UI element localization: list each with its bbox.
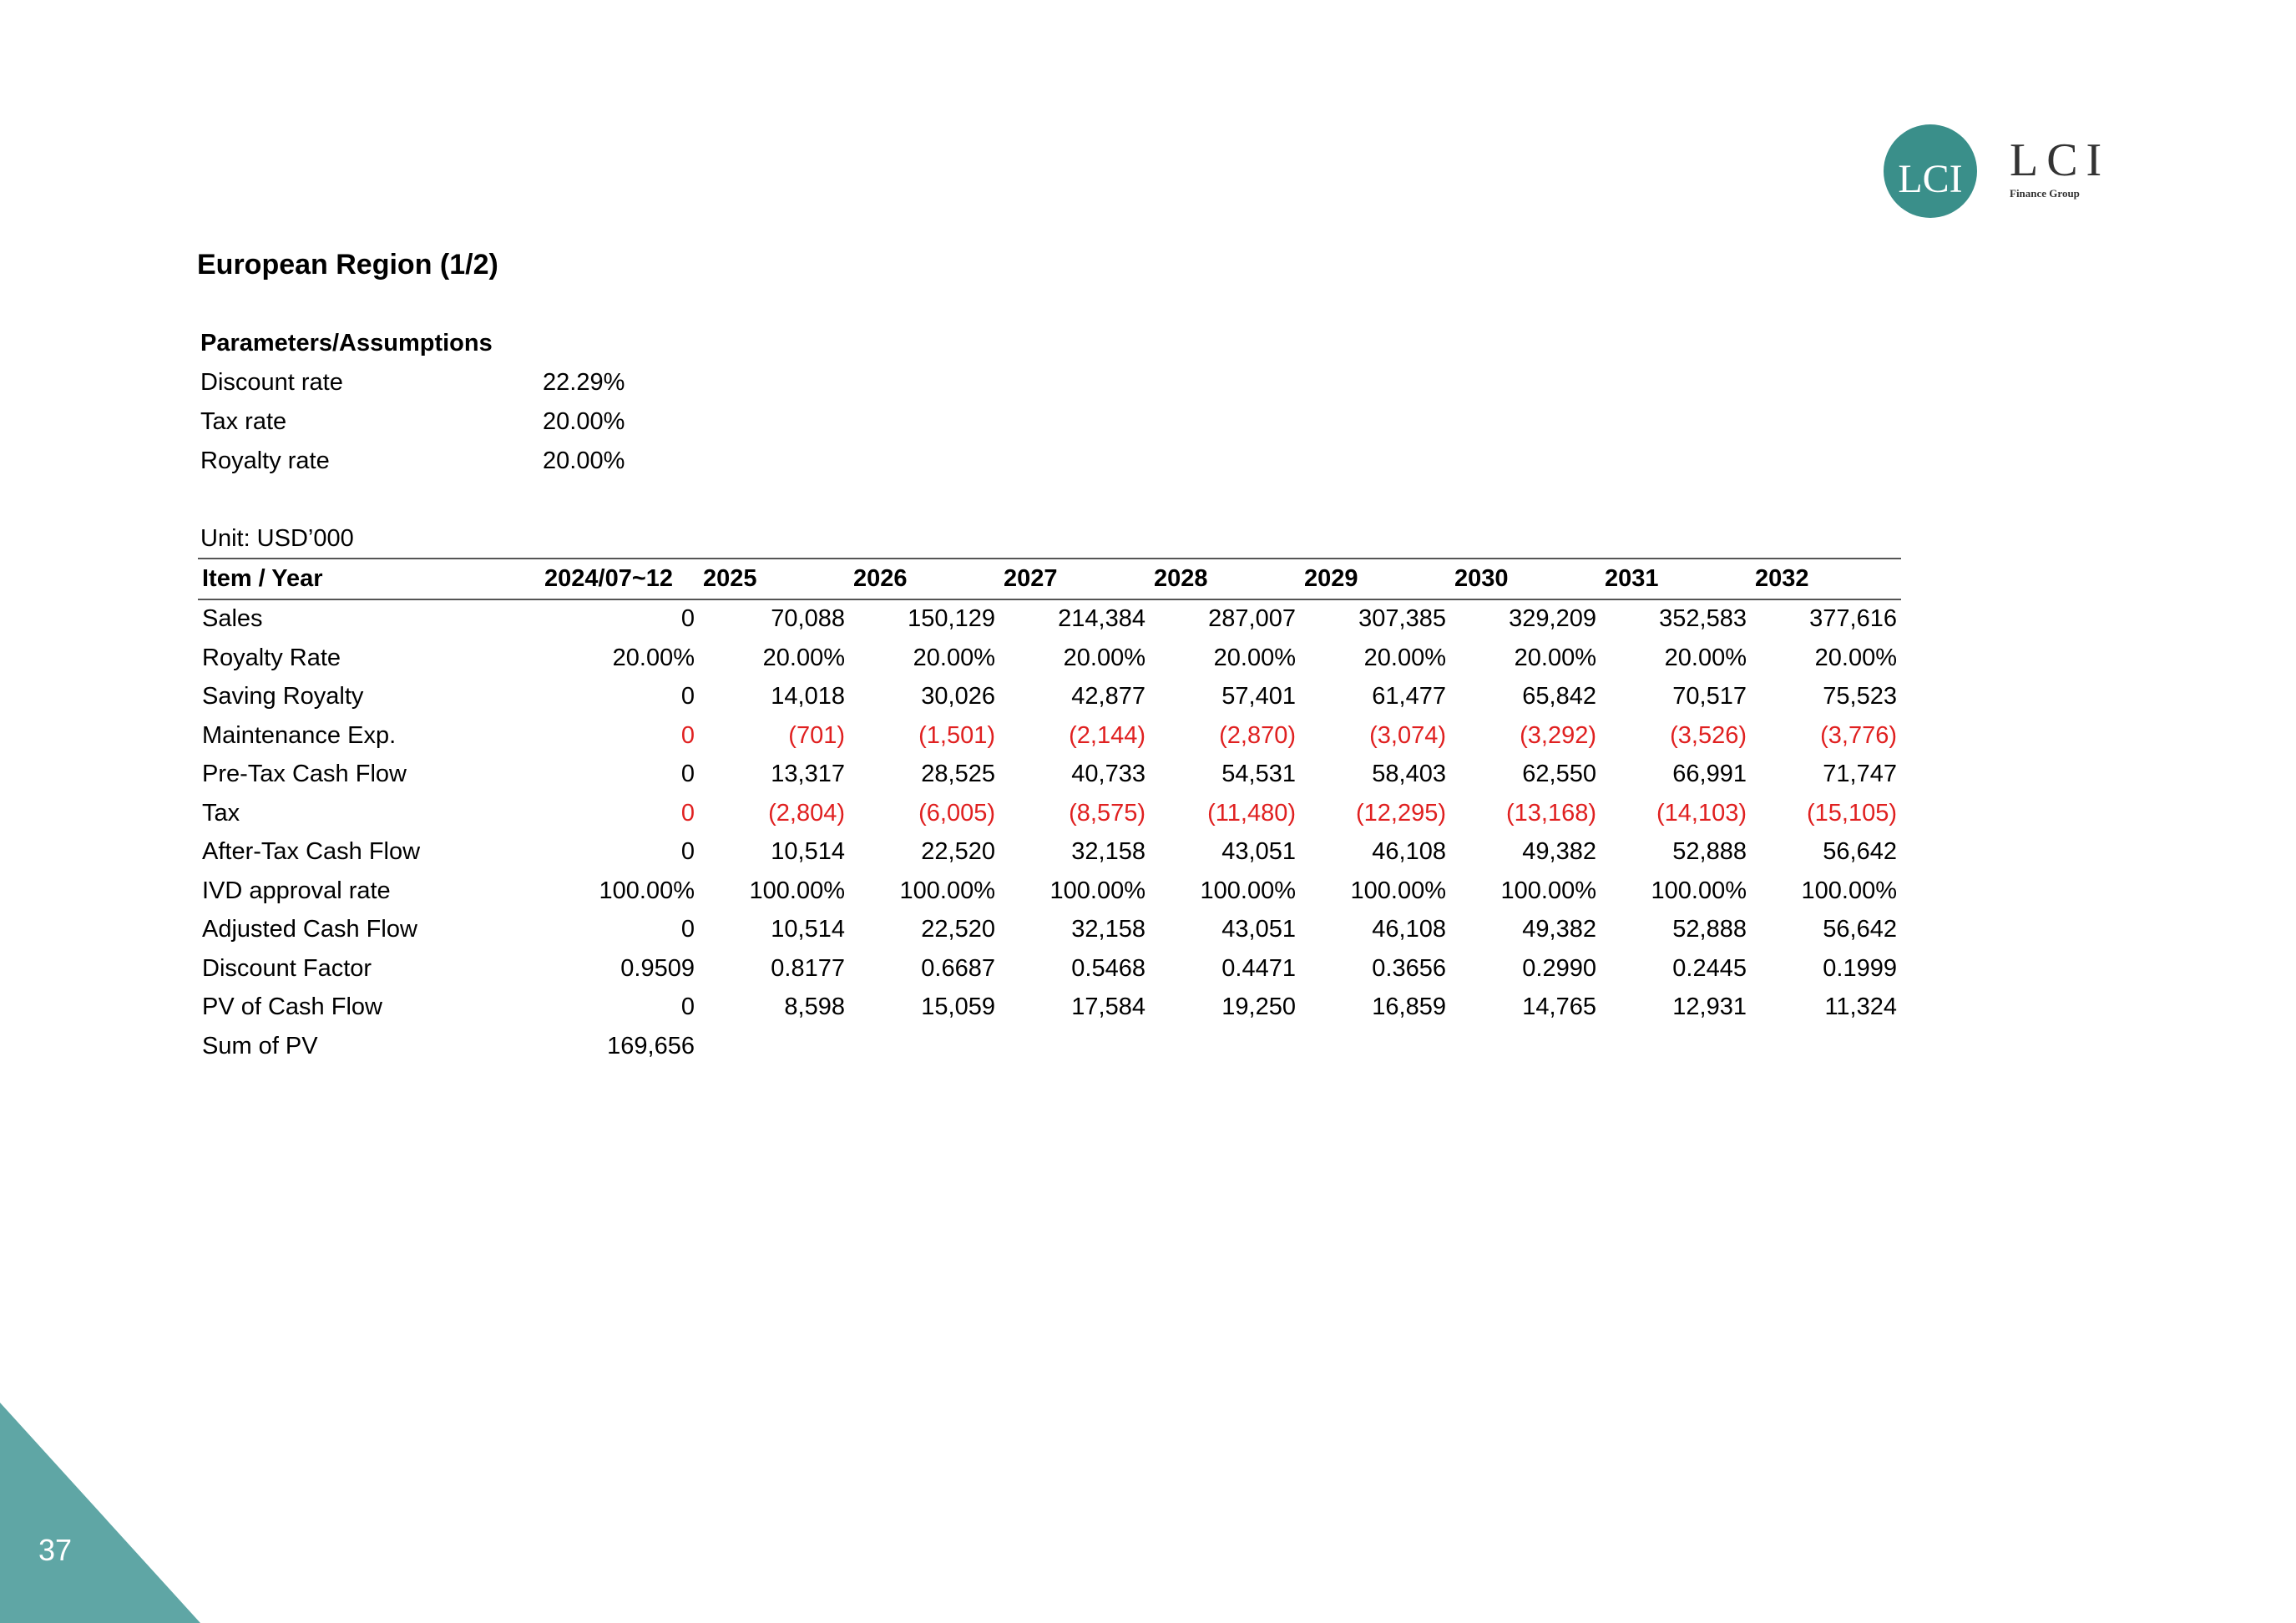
table-cell: 20.00% (1514, 644, 1596, 671)
table-cell: 20.00% (913, 644, 995, 671)
table-cell: 75,523 (1823, 683, 1897, 710)
table-header-row (198, 559, 1901, 599)
table-cell: 56,642 (1823, 916, 1897, 943)
table-cell: (6,005) (918, 799, 995, 827)
table-cell: 52,888 (1672, 916, 1747, 943)
table-cell: 66,991 (1672, 761, 1747, 788)
row-label: Sales (202, 605, 263, 633)
table-cell: 14,765 (1522, 994, 1596, 1021)
table-row (198, 678, 1901, 717)
table-cell: (2,804) (768, 799, 845, 827)
table-cell: 20.00% (1213, 644, 1296, 671)
table-cell: 100.00% (1651, 877, 1747, 904)
parameter-label: Discount rate (200, 369, 343, 396)
table-cell (999, 1027, 1150, 1066)
table-cell: 32,158 (1071, 838, 1145, 866)
row-label: After-Tax Cash Flow (202, 838, 421, 866)
table-row (198, 1027, 1901, 1066)
table-cell: 20.00% (1363, 644, 1446, 671)
table-cell: 352,583 (1659, 605, 1747, 633)
table-cell: 43,051 (1221, 916, 1296, 943)
table-cell: 56,642 (1823, 838, 1897, 866)
table-cell: 40,733 (1071, 761, 1145, 788)
table-cell: 70,517 (1672, 683, 1747, 710)
parameter-row (200, 363, 625, 402)
table-cell: 0.3656 (1372, 954, 1446, 982)
table-cell: (3,776) (1820, 721, 1897, 749)
page-title: European Region (1/2) (197, 249, 498, 281)
table-cell: 0 (680, 994, 695, 1021)
table-cell: 49,382 (1522, 916, 1596, 943)
parameter-row (200, 402, 625, 442)
header-year: 2031 (1601, 559, 1751, 599)
parameter-value: 22.29% (543, 369, 625, 396)
table-cell: 22,520 (921, 838, 995, 866)
table-cell: 100.00% (1200, 877, 1296, 904)
table-cell: (2,144) (1069, 721, 1145, 749)
table-row (198, 872, 1901, 911)
header-year: 2030 (1450, 559, 1601, 599)
table-cell: 0.2445 (1672, 954, 1747, 982)
table-cell: 22,520 (921, 916, 995, 943)
table-cell: 49,382 (1522, 838, 1596, 866)
table-cell: 14,018 (771, 683, 845, 710)
table-cell: 61,477 (1372, 683, 1446, 710)
table-cell: 62,550 (1522, 761, 1596, 788)
logo-name: LCI (2010, 134, 2111, 186)
row-label: Maintenance Exp. (202, 721, 397, 749)
table-cell: (2,870) (1219, 721, 1296, 749)
table-cell: (15,105) (1806, 799, 1897, 827)
table-cell: 19,250 (1221, 994, 1296, 1021)
table-cell: 0 (680, 721, 695, 749)
header-year: 2028 (1150, 559, 1300, 599)
cash-flow-table (198, 558, 1901, 1066)
table-cell: 8,598 (784, 994, 845, 1021)
table-cell: 100.00% (899, 877, 995, 904)
table-cell (699, 1027, 849, 1066)
table-row (198, 599, 1901, 640)
table-cell: 0 (680, 916, 695, 943)
table-cell: 0.1999 (1823, 954, 1897, 982)
table-cell (1751, 1027, 1901, 1066)
parameter-value: 20.00% (543, 447, 625, 474)
table-cell: 10,514 (771, 838, 845, 866)
row-label: IVD approval rate (202, 877, 391, 904)
table-cell: 100.00% (749, 877, 845, 904)
table-cell (1601, 1027, 1751, 1066)
parameter-row (200, 442, 625, 481)
row-label: Sum of PV (202, 1032, 318, 1059)
table-cell: 70,088 (771, 605, 845, 633)
parameter-value: 20.00% (543, 408, 625, 435)
header-year: 2024/07~12 (540, 559, 699, 599)
table-cell: 12,931 (1672, 994, 1747, 1021)
table-cell: 0.6687 (921, 954, 995, 982)
table-cell: 20.00% (1063, 644, 1145, 671)
table-cell: 30,026 (921, 683, 995, 710)
table-cell: 15,059 (921, 994, 995, 1021)
row-label: Royalty Rate (202, 644, 341, 671)
table-cell: 16,859 (1372, 994, 1446, 1021)
table-cell: 46,108 (1372, 838, 1446, 866)
header-year: 2032 (1751, 559, 1901, 599)
table-cell: 0 (680, 799, 695, 827)
table-row (198, 833, 1901, 872)
parameter-label: Tax rate (200, 408, 287, 435)
table-cell: 28,525 (921, 761, 995, 788)
table-cell: (14,103) (1656, 799, 1747, 827)
table-cell: 20.00% (762, 644, 845, 671)
table-cell: 0.9509 (620, 954, 695, 982)
table-cell: 0 (680, 605, 695, 633)
table-cell: 0.5468 (1071, 954, 1145, 982)
table-cell: 169,656 (607, 1032, 695, 1059)
table-row (198, 716, 1901, 756)
table-cell: (3,074) (1369, 721, 1446, 749)
row-label: Pre-Tax Cash Flow (202, 761, 407, 788)
table-cell (1150, 1027, 1300, 1066)
unit-label: Unit: USD’000 (200, 525, 354, 552)
parameter-label: Royalty rate (200, 447, 330, 474)
table-cell: 150,129 (908, 605, 995, 633)
table-cell: 71,747 (1823, 761, 1897, 788)
table-cell: 20.00% (1664, 644, 1747, 671)
table-cell: 307,385 (1358, 605, 1446, 633)
table-cell: 43,051 (1221, 838, 1296, 866)
row-label: PV of Cash Flow (202, 994, 382, 1021)
page-number: 37 (38, 1533, 73, 1567)
table-cell: 100.00% (1801, 877, 1897, 904)
table-row (198, 911, 1901, 950)
table-cell (1300, 1027, 1450, 1066)
table-cell: 100.00% (599, 877, 695, 904)
table-cell: 287,007 (1208, 605, 1296, 633)
table-cell: 20.00% (1814, 644, 1897, 671)
parameters-heading: Parameters/Assumptions (200, 330, 493, 356)
table-cell (1450, 1027, 1601, 1066)
table-cell: 0 (680, 683, 695, 710)
header-year: 2027 (999, 559, 1150, 599)
table-cell: 57,401 (1221, 683, 1296, 710)
logo-wordmark (2010, 134, 2111, 200)
table-cell: 0 (680, 761, 695, 788)
row-label: Saving Royalty (202, 683, 364, 710)
table-row (198, 794, 1901, 833)
table-cell: 0.8177 (771, 954, 845, 982)
table-cell: (3,292) (1520, 721, 1596, 749)
parameters-section (200, 324, 625, 481)
table-cell: 65,842 (1522, 683, 1596, 710)
table-cell: 0 (680, 838, 695, 866)
table-cell (849, 1027, 999, 1066)
corner-triangle (0, 1403, 200, 1623)
logo-monogram: LCI (1898, 157, 1963, 201)
header-item-year: Item / Year (198, 559, 540, 599)
table-cell: 214,384 (1058, 605, 1145, 633)
table-cell: 54,531 (1221, 761, 1296, 788)
table-cell: 100.00% (1500, 877, 1596, 904)
table-cell: (12,295) (1355, 799, 1446, 827)
row-label: Adjusted Cash Flow (202, 916, 417, 943)
table-cell: (8,575) (1069, 799, 1145, 827)
table-row (198, 949, 1901, 988)
table-cell: 20.00% (612, 644, 695, 671)
table-cell: 58,403 (1372, 761, 1446, 788)
header-year: 2029 (1300, 559, 1450, 599)
table-row (198, 639, 1901, 678)
row-label: Discount Factor (202, 954, 372, 982)
row-label: Tax (202, 799, 240, 827)
table-cell: 13,317 (771, 761, 845, 788)
table-row (198, 756, 1901, 795)
table-cell: (701) (788, 721, 845, 749)
table-cell: 0.4471 (1221, 954, 1296, 982)
table-cell: (3,526) (1670, 721, 1747, 749)
table-row (198, 988, 1901, 1028)
logo-subtitle: Finance Group (2010, 187, 2080, 200)
header-year: 2026 (849, 559, 999, 599)
table-cell: (13,168) (1505, 799, 1596, 827)
table-cell: 100.00% (1350, 877, 1446, 904)
table-cell: 42,877 (1071, 683, 1145, 710)
header-year: 2025 (699, 559, 849, 599)
table-cell: 377,616 (1809, 605, 1897, 633)
table-cell: 46,108 (1372, 916, 1446, 943)
table-cell: 52,888 (1672, 838, 1747, 866)
table-cell: 0.2990 (1522, 954, 1596, 982)
table-cell: (1,501) (918, 721, 995, 749)
table-cell: 32,158 (1071, 916, 1145, 943)
table-cell: 329,209 (1509, 605, 1596, 633)
table-cell: 100.00% (1049, 877, 1145, 904)
table-cell: (11,480) (1207, 799, 1296, 827)
table-cell: 11,324 (1824, 994, 1897, 1021)
table-cell: 17,584 (1071, 994, 1145, 1021)
table-cell: 10,514 (771, 916, 845, 943)
